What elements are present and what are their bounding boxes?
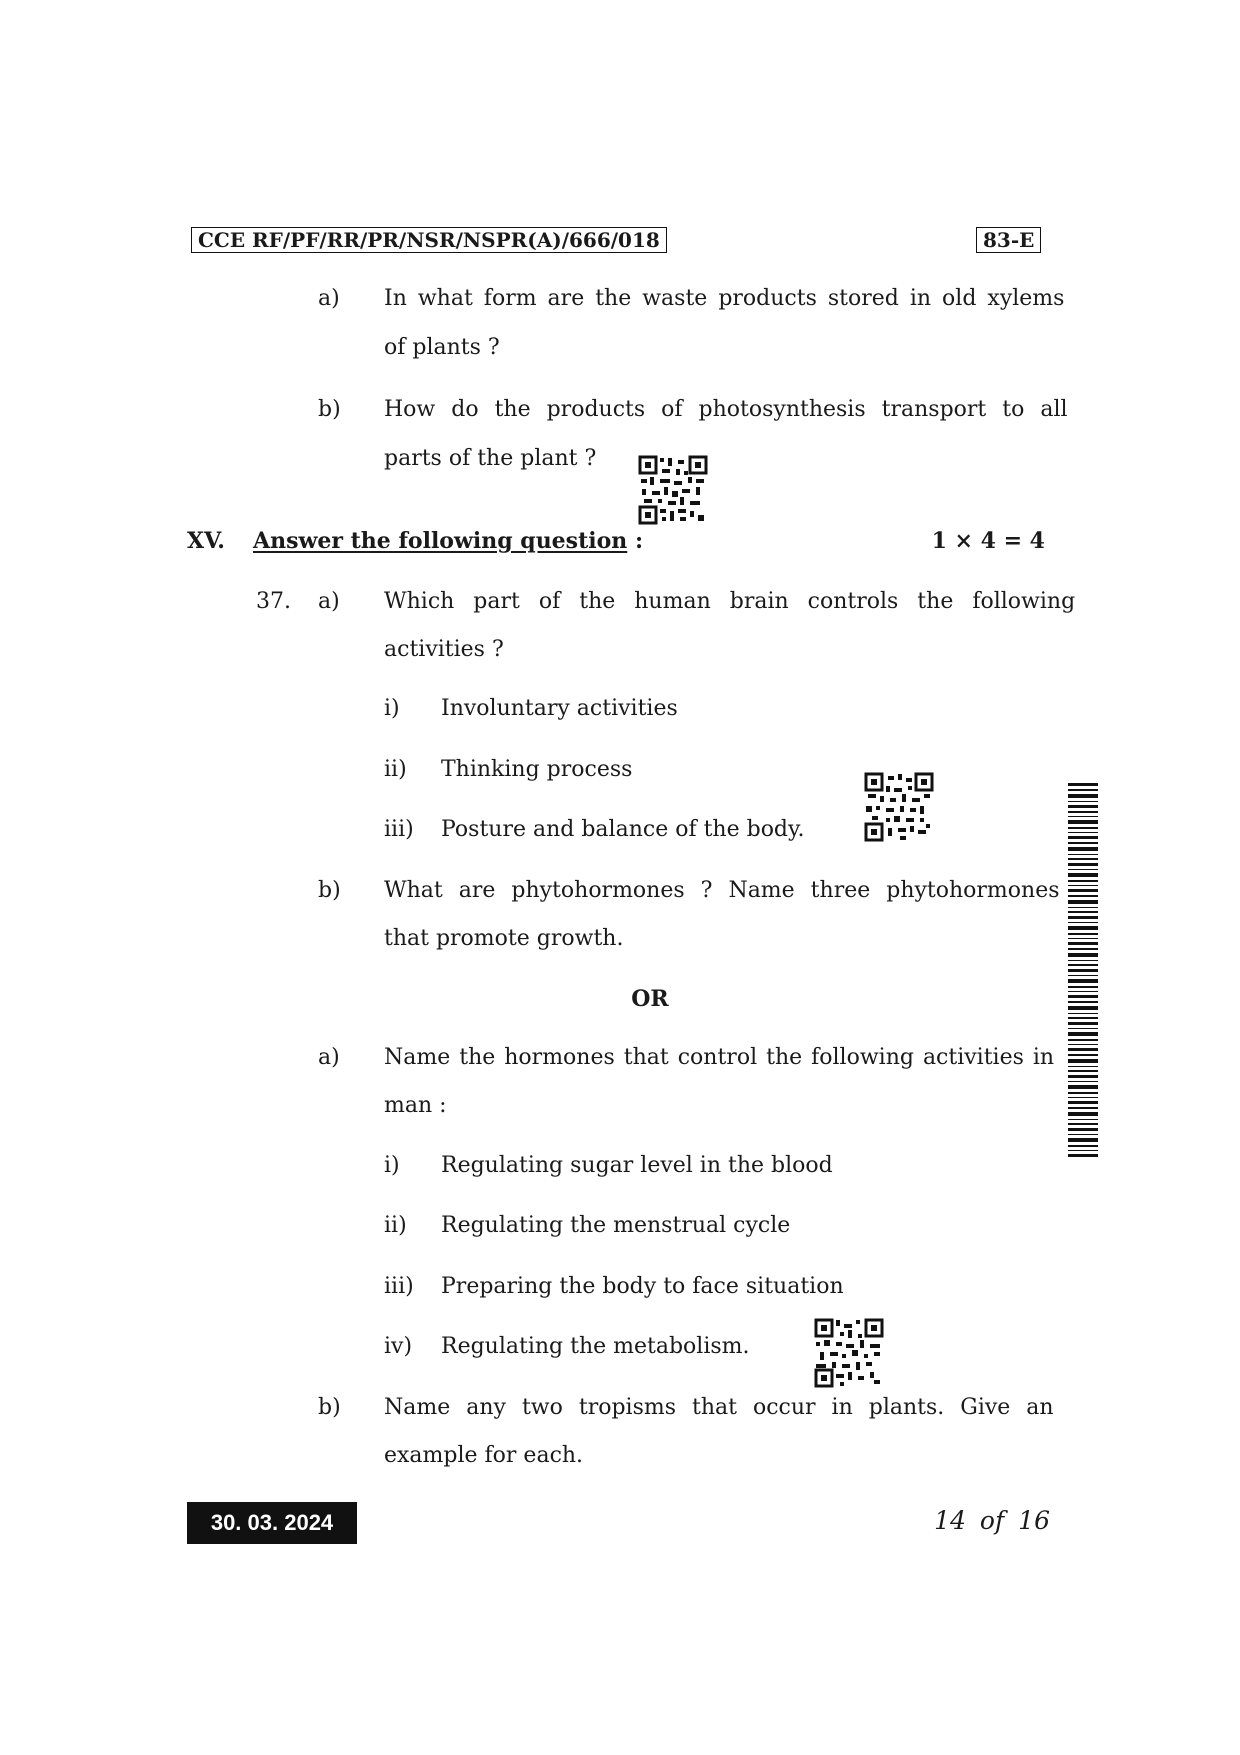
q36-b-line1: How do the products of photosynthesis transport to all	[384, 397, 1068, 422]
barcode-icon	[1068, 783, 1098, 1162]
q37-alt-a-line1: Name the hormones that control the following activities in	[384, 1045, 1055, 1070]
q37-a-item-text: Involuntary activities	[441, 696, 678, 721]
q37-a-item-label: ii)	[384, 757, 407, 782]
qr-code-icon	[864, 772, 934, 842]
q37-alt-b-line2: example for each.	[384, 1443, 584, 1468]
section-title: Answer the following question	[253, 528, 628, 554]
q37-alt-a-item-text: Regulating sugar level in the blood	[441, 1153, 833, 1178]
paper-code: 83-E	[976, 227, 1041, 253]
q37-alt-a-item-text: Preparing the body to face situation	[441, 1274, 844, 1299]
qr-code-icon	[638, 455, 708, 525]
qr-code-icon	[814, 1318, 884, 1388]
q37-a-line1: Which part of the human brain controls the following	[384, 589, 1076, 614]
section-marks: 1 × 4 = 4	[931, 528, 1045, 554]
q36-a-line1	[384, 284, 1065, 314]
section-heading	[253, 526, 643, 556]
section-number: XV.	[187, 528, 225, 554]
q37-alt-a-item-label: ii)	[384, 1213, 407, 1238]
q37-alt-a-item-label: iv)	[384, 1334, 413, 1359]
q37-alt-a-item-text: Regulating the menstrual cycle	[441, 1213, 791, 1238]
q36-a-line2: of plants ?	[384, 335, 500, 360]
q37-b-line2: that promote growth.	[384, 926, 624, 951]
q36-b-label: b)	[318, 397, 341, 422]
q37-a-item-text: Thinking process	[441, 757, 633, 782]
q37-alt-a-line2: man :	[384, 1093, 447, 1118]
q37-alt-a-item-text: Regulating the metabolism.	[441, 1334, 750, 1359]
q37-number: 37.	[256, 589, 291, 614]
q36-a-line1-text: In what form are the waste products stored in old xylems	[384, 286, 1065, 311]
q37-b-label: b)	[318, 878, 341, 903]
q37-a-line2: activities ?	[384, 637, 504, 662]
or-divider: OR	[631, 986, 669, 1012]
q37-alt-a-label: a)	[318, 1045, 340, 1070]
q37-alt-a-item-label: i)	[384, 1153, 400, 1178]
q37-b-line1: What are phytohormones ? Name three phytohormones	[384, 878, 1060, 903]
q37-a-label: a)	[318, 589, 340, 614]
q36-a-label: a)	[318, 286, 340, 311]
q37-alt-b-line1: Name any two tropisms that occur in plants. Give an	[384, 1395, 1054, 1420]
q37-alt-b-label: b)	[318, 1395, 341, 1420]
section-colon: :	[634, 528, 644, 554]
q37-a-item-label: i)	[384, 696, 400, 721]
q36-b-line2: parts of the plant ?	[384, 446, 597, 471]
exam-code: CCE RF/PF/RR/PR/NSR/NSPR(A)/666/018	[191, 227, 667, 253]
q37-alt-a-item-label: iii)	[384, 1274, 414, 1299]
q37-a-item-text: Posture and balance of the body.	[441, 817, 805, 842]
exam-date: 30. 03. 2024	[187, 1502, 357, 1544]
page-number: 14 of 16	[934, 1506, 1050, 1535]
q37-a-item-label: iii)	[384, 817, 414, 842]
